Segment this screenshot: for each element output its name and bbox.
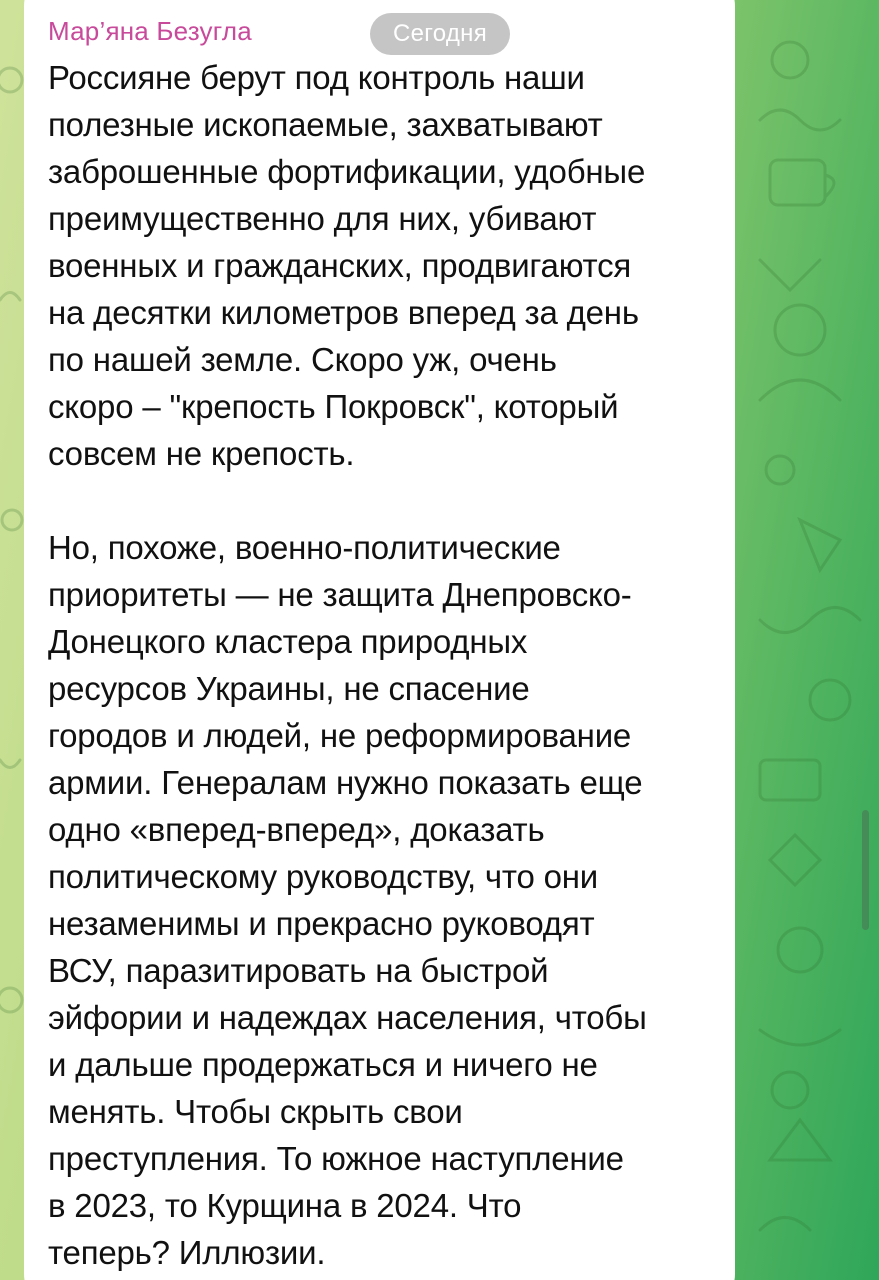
message-line: теперь? Иллюзии. (48, 1234, 326, 1271)
date-badge: Сегодня (370, 13, 510, 55)
message-line: Донецкого кластера природных (48, 623, 528, 660)
message-line: Но, похоже, военно-политические (48, 529, 561, 566)
message-line: в 2023, то Курщина в 2024. Что (48, 1187, 522, 1224)
message-line: незаменимы и прекрасно руководят (48, 905, 595, 942)
message-line: приоритеты — не защита Днепровско- (48, 576, 632, 613)
message-line: одно «вперед-вперед», доказать (48, 811, 545, 848)
message-line: Россияне берут под контроль наши (48, 59, 585, 96)
message-bubble[interactable] (24, 0, 735, 1280)
message-paragraph-2 (48, 524, 715, 1276)
message-line: эйфории и надеждах населения, чтобы (48, 999, 647, 1036)
message-line: менять. Чтобы скрыть свои (48, 1093, 463, 1130)
scrollbar-thumb[interactable] (862, 810, 869, 930)
message-line: скоро – "крепость Покровск", который (48, 388, 619, 425)
message-line: городов и людей, не реформирование (48, 717, 632, 754)
message-line: ресурсов Украины, не спасение (48, 670, 530, 707)
message-line: преступления. То южное наступление (48, 1140, 624, 1177)
message-line: совсем не крепость. (48, 435, 355, 472)
message-paragraph-1 (48, 54, 715, 477)
message-line: политическому руководству, что они (48, 858, 598, 895)
message-line: на десятки километров вперед за день (48, 294, 639, 331)
message-text (48, 54, 715, 1276)
message-line: ВСУ, паразитировать на быстрой (48, 952, 549, 989)
sender-name[interactable]: Мар’яна Безугла (48, 16, 252, 46)
message-line: армии. Генералам нужно показать еще (48, 764, 643, 801)
message-line: и дальше продержаться и ничего не (48, 1046, 598, 1083)
message-line: военных и гражданских, продвигаются (48, 247, 632, 284)
message-line: полезные ископаемые, захватывают (48, 106, 603, 143)
message-line: по нашей земле. Скоро уж, очень (48, 341, 557, 378)
message-line: преимущественно для них, убивают (48, 200, 597, 237)
message-line: заброшенные фортификации, удобные (48, 153, 646, 190)
